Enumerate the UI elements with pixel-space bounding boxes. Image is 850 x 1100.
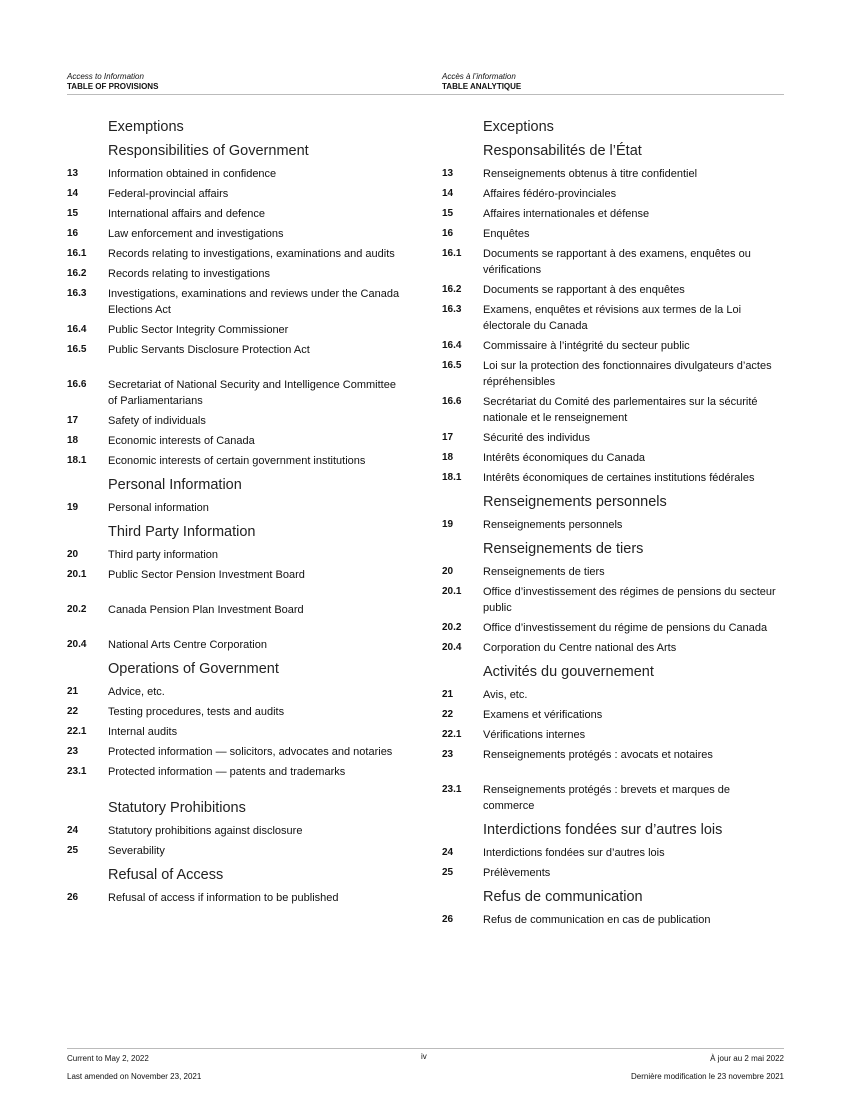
provision-number: 15 — [67, 208, 79, 219]
provision-title: Statutory prohibitions against disclosure — [108, 825, 303, 837]
heading-government-fr: Responsabilités de l’État — [483, 143, 642, 159]
provision-number: 23.1 — [442, 784, 462, 795]
provision-title: Renseignements protégés : brevets et marques de commerce — [483, 784, 731, 812]
heading-personal-fr: Renseignements personnels — [483, 494, 667, 510]
provision-title: Corporation du Centre national des Arts — [483, 642, 677, 654]
provision-title: Vérifications internes — [483, 729, 586, 741]
provision-number: 15 — [442, 208, 454, 219]
provision-title: Advice, etc. — [108, 686, 165, 698]
provision-title: Public Servants Disclosure Protection Act — [108, 344, 310, 356]
provision-number: 18.1 — [67, 455, 87, 466]
provision-title: Enquêtes — [483, 228, 530, 240]
provision-title: Affaires fédéro-provinciales — [483, 188, 617, 200]
provision-row — [67, 166, 407, 182]
provision-number: 26 — [67, 892, 79, 903]
heading-personal-en: Personal Information — [108, 477, 242, 493]
provision-row — [442, 564, 782, 580]
provision-title: Canada Pension Plan Investment Board — [108, 604, 304, 616]
provision-number: 14 — [67, 188, 79, 199]
provision-number: 16.3 — [67, 288, 87, 299]
provision-number: 20.4 — [67, 639, 87, 650]
provision-row — [67, 547, 407, 563]
provision-title: Renseignements personnels — [483, 519, 623, 531]
provision-number: 25 — [442, 867, 454, 878]
provision-title: Renseignements obtenus à titre confidentiel — [483, 168, 698, 180]
provision-title: Avis, etc. — [483, 689, 528, 701]
footer-divider — [67, 1048, 784, 1049]
provision-title: Law enforcement and investigations — [108, 228, 284, 240]
provision-title: National Arts Centre Corporation — [108, 639, 267, 651]
provision-title: Documents se rapportant à des examens, enquêtes ou vérifications — [483, 248, 751, 276]
heading-third-party-fr: Renseignements de tiers — [483, 541, 644, 557]
provisions-column-en — [67, 115, 407, 910]
heading-third-party-en: Third Party Information — [108, 524, 256, 540]
provision-title: Information obtained in confidence — [108, 168, 277, 180]
part-title-fr: Exceptions — [483, 119, 554, 135]
provision-number: 22.1 — [67, 726, 87, 737]
provision-number: 16.2 — [442, 284, 462, 295]
provision-number: 16.4 — [67, 324, 87, 335]
provision-row — [442, 640, 782, 656]
provision-number: 20 — [442, 566, 454, 577]
heading-refusal-fr: Refus de communication — [483, 889, 643, 905]
provision-title: Economic interests of certain government institutions — [108, 455, 366, 467]
provision-row — [67, 843, 407, 859]
provision-row — [67, 413, 407, 429]
last-amended-en: Last amended on November 23, 2021 — [67, 1072, 202, 1081]
provision-title: Office d’investissement du régime de pensions du Canada — [483, 622, 768, 634]
provision-number: 17 — [67, 415, 79, 426]
current-to-fr: À jour au 2 mai 2022 — [710, 1054, 784, 1063]
provision-title: Documents se rapportant à des enquêtes — [483, 284, 685, 296]
provision-row — [67, 764, 407, 780]
section-label-fr: TABLE ANALYTIQUE — [442, 82, 522, 91]
provision-title: Public Sector Integrity Commissioner — [108, 324, 289, 336]
provision-number: 22 — [67, 706, 79, 717]
row-spacer — [67, 587, 407, 599]
provision-number: 16.3 — [442, 304, 462, 315]
provision-number: 23.1 — [67, 766, 87, 777]
heading-operations-en: Operations of Government — [108, 661, 279, 677]
provision-number: 23 — [442, 749, 454, 760]
provision-number: 16.6 — [67, 379, 87, 390]
provision-title: Renseignements protégés : avocats et notaires — [483, 749, 713, 761]
row-spacer — [67, 622, 407, 634]
provision-row — [442, 358, 782, 390]
provision-number: 23 — [67, 746, 79, 757]
heading-statutory-en: Statutory Prohibitions — [108, 800, 246, 816]
provision-title: Renseignements de tiers — [483, 566, 605, 578]
provision-row — [442, 707, 782, 723]
provision-row — [67, 342, 407, 358]
provision-number: 26 — [442, 914, 454, 925]
provision-number: 16.5 — [67, 344, 87, 355]
provision-row — [442, 430, 782, 446]
provision-title: Secrétariat du Comité des parlementaires sur la sécurité nationale et le renseignement — [483, 396, 758, 424]
provision-row — [67, 724, 407, 740]
provision-number: 24 — [442, 847, 454, 858]
provision-title: Intérêts économiques du Canada — [483, 452, 646, 464]
provision-title: Personal information — [108, 502, 209, 514]
provision-number: 13 — [67, 168, 79, 179]
provision-row — [67, 744, 407, 760]
provision-row — [442, 747, 782, 763]
provision-number: 20 — [67, 549, 79, 560]
provision-row — [442, 302, 782, 334]
provision-number: 20.1 — [67, 569, 87, 580]
provision-number: 16 — [442, 228, 454, 239]
provision-row — [442, 912, 782, 928]
provision-number: 18 — [442, 452, 454, 463]
provision-title: Protected information — patents and trademarks — [108, 766, 346, 778]
provision-title: Examens, enquêtes et révisions aux termes de la Loi électorale du Canada — [483, 304, 742, 332]
provision-row — [442, 282, 782, 298]
provision-title: Commissaire à l’intégrité du secteur public — [483, 340, 690, 352]
act-title-en: Access to Information — [67, 72, 144, 81]
provision-title: Protected information — solicitors, advocates and notaries — [108, 746, 393, 758]
running-header-fr — [442, 72, 521, 92]
part-title-en: Exemptions — [108, 119, 184, 135]
provision-row — [442, 246, 782, 278]
provision-row — [67, 322, 407, 338]
provision-row — [67, 684, 407, 700]
provision-number: 16.1 — [67, 248, 87, 259]
provision-row — [442, 470, 782, 486]
provision-row — [442, 865, 782, 881]
provision-number: 22.1 — [442, 729, 462, 740]
provision-title: Interdictions fondées sur d’autres lois — [483, 847, 665, 859]
provision-row — [442, 450, 782, 466]
provision-number: 20.2 — [442, 622, 462, 633]
provision-number: 19 — [67, 502, 79, 513]
provision-number: 20.1 — [442, 586, 462, 597]
page-number: iv — [421, 1052, 427, 1061]
provision-row — [442, 338, 782, 354]
provisions-column-fr — [442, 115, 782, 932]
provision-row — [67, 500, 407, 516]
provision-row — [442, 517, 782, 533]
provision-title: International affairs and defence — [108, 208, 265, 220]
provision-row — [442, 782, 782, 814]
provision-number: 16.1 — [442, 248, 462, 259]
act-title-fr: Accès à l’information — [442, 72, 516, 81]
provision-number: 17 — [442, 432, 454, 443]
provision-title: Federal-provincial affairs — [108, 188, 229, 200]
provision-row — [67, 226, 407, 242]
heading-government-en: Responsibilities of Government — [108, 143, 309, 159]
provision-row — [442, 166, 782, 182]
provision-title: Prélèvements — [483, 867, 551, 879]
provision-row — [67, 890, 407, 906]
provision-row — [442, 620, 782, 636]
heading-statutory-fr: Interdictions fondées sur d’autres lois — [483, 822, 723, 838]
provision-row — [67, 704, 407, 720]
provision-title: Intérêts économiques de certaines institutions fédérales — [483, 472, 755, 484]
provision-title: Records relating to investigations, examinations and audits — [108, 248, 395, 260]
provision-title: Testing procedures, tests and audits — [108, 706, 285, 718]
provision-title: Records relating to investigations — [108, 268, 271, 280]
provision-row — [67, 377, 407, 409]
provision-row — [67, 266, 407, 282]
provision-number: 21 — [67, 686, 79, 697]
provision-number: 16.6 — [442, 396, 462, 407]
section-label-en: TABLE OF PROVISIONS — [67, 82, 159, 91]
provision-row — [67, 246, 407, 262]
provision-title: Loi sur la protection des fonctionnaires divulgateurs d’actes répréhensibles — [483, 360, 772, 388]
provision-title: Office d’investissement des régimes de pensions du secteur public — [483, 586, 776, 614]
provision-number: 20.4 — [442, 642, 462, 653]
provision-title: Examens et vérifications — [483, 709, 603, 721]
provision-row — [67, 206, 407, 222]
provision-title: Refus de communication en cas de publication — [483, 914, 711, 926]
provision-number: 16.5 — [442, 360, 462, 371]
provision-title: Investigations, examinations and reviews under the Canada Elections Act — [108, 288, 400, 316]
provision-number: 14 — [442, 188, 454, 199]
provision-row — [442, 584, 782, 616]
provision-title: Affaires internationales et défense — [483, 208, 650, 220]
provision-number: 13 — [442, 168, 454, 179]
provision-title: Public Sector Pension Investment Board — [108, 569, 305, 581]
provision-title: Refusal of access if information to be published — [108, 892, 339, 904]
header-divider — [67, 94, 784, 95]
provision-row — [442, 687, 782, 703]
provision-title: Internal audits — [108, 726, 178, 738]
provision-row — [67, 637, 407, 653]
provision-number: 25 — [67, 845, 79, 856]
provision-row — [442, 206, 782, 222]
provision-row — [67, 286, 407, 318]
provision-title: Economic interests of Canada — [108, 435, 255, 447]
heading-refusal-en: Refusal of Access — [108, 867, 224, 883]
provision-number: 16 — [67, 228, 79, 239]
provision-row — [67, 823, 407, 839]
provision-number: 19 — [442, 519, 454, 530]
row-spacer — [442, 767, 782, 779]
provision-number: 20.2 — [67, 604, 87, 615]
provision-row — [67, 602, 407, 618]
provision-number: 24 — [67, 825, 79, 836]
provision-number: 22 — [442, 709, 454, 720]
last-amended-fr: Dernière modification le 23 novembre 2021 — [631, 1072, 784, 1081]
provision-number: 21 — [442, 689, 454, 700]
provision-title: Severability — [108, 845, 165, 857]
provision-row — [67, 453, 407, 469]
current-to-en: Current to May 2, 2022 — [67, 1054, 149, 1063]
provision-row — [442, 186, 782, 202]
provision-row — [67, 186, 407, 202]
row-spacer — [67, 362, 407, 374]
provision-number: 18.1 — [442, 472, 462, 483]
provision-row — [442, 727, 782, 743]
provision-title: Secretariat of National Security and Intelligence Committee of Parliamentarians — [108, 379, 396, 407]
provision-title: Third party information — [108, 549, 219, 561]
heading-operations-fr: Activités du gouvernement — [483, 664, 654, 680]
provision-row — [442, 226, 782, 242]
provision-title: Sécurité des individus — [483, 432, 591, 444]
provision-row — [67, 433, 407, 449]
provision-row — [442, 394, 782, 426]
provision-title: Safety of individuals — [108, 415, 206, 427]
provision-row — [67, 567, 407, 583]
row-spacer — [67, 784, 407, 796]
provision-number: 16.4 — [442, 340, 462, 351]
provision-row — [442, 845, 782, 861]
provision-number: 18 — [67, 435, 79, 446]
provision-number: 16.2 — [67, 268, 87, 279]
running-header-en — [67, 72, 158, 92]
